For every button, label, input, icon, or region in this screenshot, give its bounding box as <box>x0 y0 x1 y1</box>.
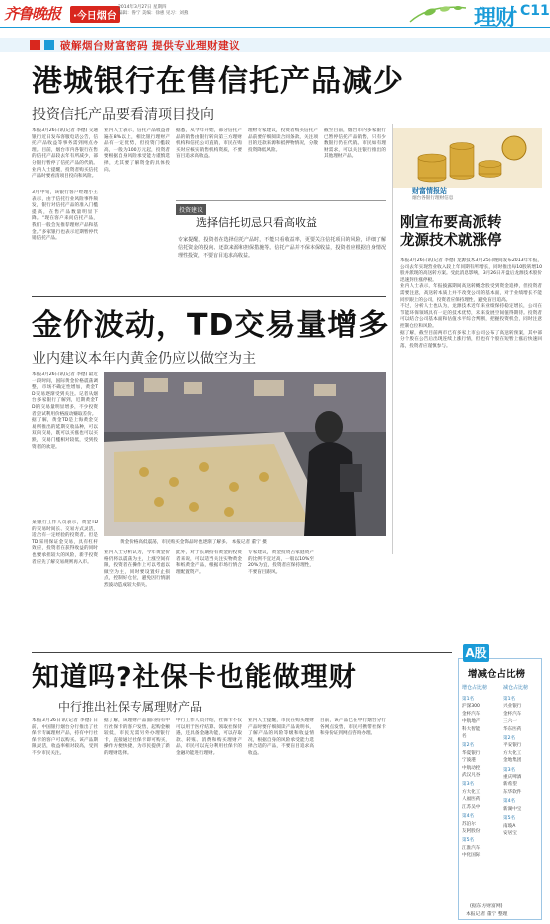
increase-list-head: 增仓占比榜 <box>462 685 488 691</box>
section-divider-2 <box>32 652 452 653</box>
rank-entry: 人福医药 <box>462 797 481 803</box>
rank-entry: 新希望 <box>503 782 517 788</box>
rank-entry: 第4名 <box>462 814 475 820</box>
source-note: (据东方财富网) <box>470 904 503 909</box>
story3-col1: 本报3月26日讯(记者 李德) 日前，中国银行烟台分行推出了社保卡专属理财产品，持有中行社保卡的客户可以购买。该产品期限灵活，收益率相对较高，受到不少市民关注。 <box>32 718 98 756</box>
photo-caption: 黄金价格高低震荡，市民购买金饰品时也逐渐了解多。 本报记者 董宁 摄 <box>120 540 267 545</box>
rank-entry: 江苏吴中 <box>462 804 481 810</box>
story3-subhead: 中行推出社保专属理财产品 <box>58 700 203 714</box>
page-number: C11 <box>520 3 550 19</box>
rank-entry: 重庆啤酒 <box>503 775 522 781</box>
story2-col1: 本报3月26日讯(记者 李德) 最近一段时间，国际黄金价格震荡调整，市场不确定性增加，黄金TD交易逐渐受到关注。记者从烟台多家银行了解到，近期黄金TD的交易量明显增多，不少投资者尝试利用价格波动赚取差价。 据了解，黄金TD是上海黄金交易所推出的延期交收品种，可以双向交易，既可以买涨也可以买跌，交易门槛相对较低，受到投资者的欢迎。 <box>32 372 98 450</box>
advice-body: 专家提醒，投资者在选择信托产品时，不能只看收益率，更要关注信托项目的风险，详细了解信托资金的投向、还款来源和担保措施等。信托产品并不保本保收益，投资者应根据自身情况理性投资，不要盲目追求高收益。 <box>178 237 386 259</box>
story1-headline: 港城银行在售信托产品减少 <box>32 64 404 99</box>
story3-headline: 知道吗?社保卡也能做理财 <box>32 662 357 693</box>
rank-entry: 安居宝 <box>503 830 517 836</box>
section-title: 理财 <box>474 5 517 31</box>
rank-entry: 东华软件 <box>503 789 522 795</box>
story3-col3: 中行工作人员介绍，社保卡不仅可以用于医疗结算、领取社保待遇，还具备金融功能，可以存取款、转账、消费和购买理财产品，市民可以充分利用社保卡的金融功能进行理财。 <box>176 718 242 756</box>
story1-subhead: 投资信托产品要看清项目投向 <box>32 107 214 123</box>
rank-entry: 科大智能 <box>462 726 481 732</box>
column-divider <box>392 124 393 554</box>
story2-col5: 专家建议，黄金投资占家庭资产的比例不宜过高，一般以10%至20%为宜，投资者应保持理性，不要盲目跟风。 <box>248 550 314 575</box>
rank-entry: 金杯汽车 <box>462 711 481 717</box>
newspaper-logo: 齐鲁晚报 <box>4 5 61 23</box>
story2-headline: 金价波动，TD交易量增多 <box>32 308 390 343</box>
side-headline: 刚宣布要高派转 龙源技术就涨停 <box>400 215 502 249</box>
rank-entry: 兴业银行 <box>503 704 522 710</box>
rank-entry: 第5名 <box>462 838 475 844</box>
story2-subhead: 业内建议本年内黄金仍应以做空为主 <box>32 351 256 367</box>
rank-entry: 武汉凡谷 <box>462 773 481 779</box>
rank-entry: 名 <box>462 734 467 740</box>
banner-slogan: 破解烟台财富密码 提供专业理财建议 <box>60 40 241 52</box>
leaf-decoration-icon <box>400 2 470 24</box>
rank-entry: 中航地产 <box>462 719 481 725</box>
rank-entry: 平安银行 <box>503 743 522 749</box>
rank-entry: 第3名 <box>462 782 475 788</box>
dateline <box>118 5 238 17</box>
story1-col5: 理财专家建议，投资者购买信托产品前要仔细阅读合同条款，关注项目的还款来源和抵押物情况，分散投资降低风险。 <box>248 128 318 153</box>
rank-entry: 三六一 <box>503 719 517 725</box>
issue-date: 2014年3月27日 星期四 <box>118 5 167 10</box>
editors-line: 编辑：鲁宁 美编：徐惠 见习：刘燕 <box>118 11 189 16</box>
rank-entry: 江淮汽车 <box>462 845 481 851</box>
increase-list <box>462 694 500 860</box>
edition-badge: ·今日烟台 <box>70 6 120 23</box>
story1-col6: 截至目前，烟台市内多家银行已暂停信托产品销售，只有少数银行仍在代销。市民如有理财需求，可以关注银行推出的其他理财产品。 <box>324 128 386 160</box>
story1-col2: 3月中旬，该银行客户经理小王表示，由于信托行业风险事件频发，银行对信托产品的准入门槛提高，在售产品数量明显下降。“现在客户来问信托产品，我们一般会先推荐理财产品和基金。”多家银行也表示近期暂停代销信托产品。 <box>32 190 98 242</box>
rank-entry: 方大化工 <box>503 750 522 756</box>
story1-col4: 据悉，从今年开始，部分信托产品的销售由银行转向第三方理财机构和信托公司直销，市民在购买时应核实销售机构资质，不要盲目追求高收益。 <box>176 128 242 160</box>
story2-col3: 业内人士分析认为，今年黄金价格仍将以震荡为主，上涨空间有限，投资者在操作上可以考虑以做空为主，同时要设置好止损点，控制好仓位，避免因行情剧烈波动造成较大损失。 <box>104 550 170 588</box>
rank-entry: 中化国际 <box>462 853 481 859</box>
rank-entry: 第1名 <box>503 697 516 702</box>
rank-entry: 第3名 <box>503 767 516 773</box>
rank-entry: 金地集团 <box>503 758 522 764</box>
rank-entry: 中航动控 <box>462 765 481 771</box>
rank-entry: 第1名 <box>462 697 475 702</box>
side-body: 本报3月26日讯(记者 李德) 龙源技术3月25日晚间发布2013年年报，公司去年实现营业收入较上年同期有所增长，同时推出每10股转增10股并派现的高送转方案。受此消息影响，3月26日开盘后龙源技术股价迅速封住涨停板。 业内人士表示，年报披露期间高送转概念股受到资金追捧，但投资者需要注意，高送转本质上并不改变公司的基本面，对于业绩增长不能同步跟上的公司，投资者应保持理性，避免盲目追高。 不过，分析人士也认为，龙源技术近年来业绩保持稳定增长，公司在节能环保领域具有一定的技术优势，未来发展空间值得期待。投资者可以结合公司基本面和估值水平综合判断，把握投资机会，同时注意控制仓位和风险。 据了解，截至目前两市已有多家上市公司公布了高送转预案，其中部分个股在公告后出现连续上涨行情，但也有个股在短暂上涨后快速回落，投资者应谨慎参与。 <box>400 258 542 349</box>
advice-kicker: 投资建议 <box>176 204 206 215</box>
story1-col1: 本报3月26日讯(记者 李德) 交通银行近日发布客服电话公告，信托产品收益等事务需到网点办理。目前，烟台市内各银行在售的信托产品较去年有所减少，部分银行暂停了信托产品的代销。业内人士提醒，投资者购买信托产品时要看清项目投向和风险。 <box>32 128 98 180</box>
a-share-tag: A股 <box>463 644 489 662</box>
gold-counter-photo <box>104 372 386 536</box>
rank-entry: 南玻A <box>503 823 516 829</box>
rank-entry: 华夏银行 <box>462 750 481 756</box>
story1-col3: 业内人士表示，信托产品收益普遍在8%以上，相比银行理财产品有一定优势，但投资门槛较高，一般为100万元起，投资者要根据自身风险承受能力谨慎选择，尤其要了解资金的具体投向。 <box>104 128 170 173</box>
rank-entry: 第2名 <box>503 736 516 742</box>
rank-entry: 方大化工 <box>462 789 481 795</box>
story3-col2: 据了解，该理财产品面向持有中行社保卡的客户发售，起购金额较低，市民无需另外办理银行卡，直接通过社保卡即可购买，操作方便快捷，为市民提供了新的理财选择。 <box>104 718 170 756</box>
advice-title: 选择信托切忌只看高收益 <box>196 216 317 229</box>
rank-entry: 第4名 <box>503 799 516 805</box>
story3-col5: 目前，该产品已在中行烟台分行各网点发售，市民可携带社保卡和身份证到网点咨询办理。 <box>320 718 386 737</box>
coins-photo <box>392 128 542 188</box>
rank-entry: 友阿股份 <box>462 828 481 834</box>
story2-col2: 某银行工作人员表示，黄金TD的交易时间长、交易方式灵活，适合有一定经验的投资者。但是TD采用保证金交易，具有杠杆效应，投资者在获得收益的同时也要承担较大的风险，新手投资者应先了解交易规则再入市。 <box>32 520 98 565</box>
rank-entry: 苏泊尔 <box>462 821 476 827</box>
info-station-caption: 财富情报站 <box>412 187 447 195</box>
rank-entry: 宁波港 <box>462 758 476 764</box>
section-divider <box>32 296 386 297</box>
decrease-list-head: 减仓占比榜 <box>503 685 529 691</box>
a-share-title: 增减仓占比榜 <box>468 669 526 680</box>
story3-col4: 业内人士提醒，市民在购买理财产品时要仔细阅读产品说明书，了解产品的风险等级和收益情况，根据自身的风险承受能力选择合适的产品，不要盲目追求高收益。 <box>248 718 314 756</box>
rank-entry: 新湖中宝 <box>503 806 522 812</box>
decrease-list <box>503 694 541 837</box>
rank-entry: 第5名 <box>503 816 516 822</box>
story2-col4: 此外，对于长期持有黄金的投资者来说，可以适当关注实物黄金和纸黄金产品，根据市场行情合理配置资产。 <box>176 550 242 575</box>
rank-entry: 第2名 <box>462 743 475 749</box>
rank-entry: 华东医药 <box>503 726 522 732</box>
rank-entry: 金杯汽车 <box>503 711 522 717</box>
compiler-credit: 本报记者 董宁 整理 <box>466 912 508 917</box>
info-station-sub: 烟台各银行理财信息 <box>412 196 454 201</box>
rank-entry: 沪深300 <box>462 704 480 710</box>
